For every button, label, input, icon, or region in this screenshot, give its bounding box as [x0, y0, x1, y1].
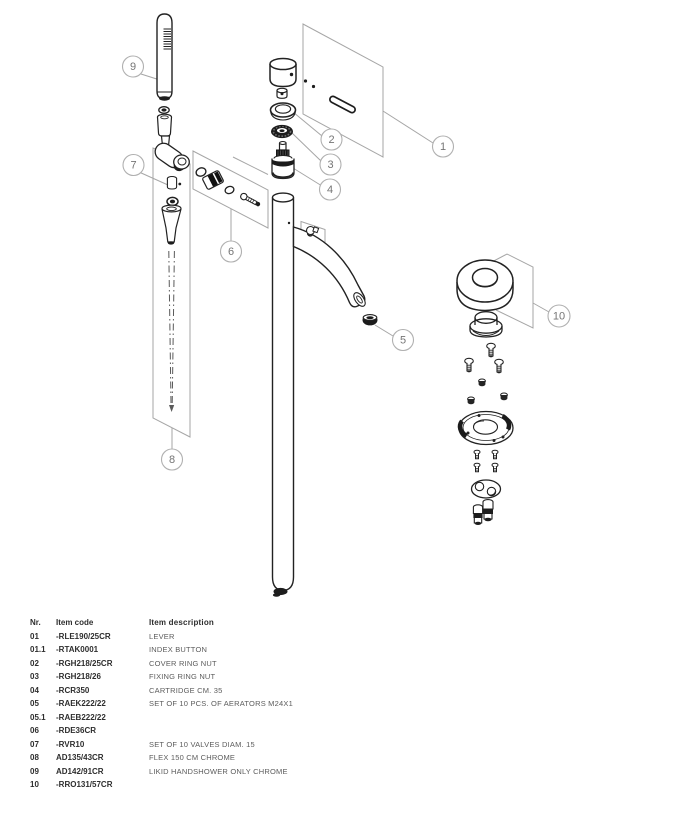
- shower-bracket: [152, 140, 189, 171]
- cell-desc: [149, 711, 360, 725]
- inlet-connectors: [473, 500, 493, 525]
- callout-8-number: 8: [168, 454, 176, 466]
- cell-nr: 10: [30, 780, 39, 789]
- lever-cap: [270, 59, 296, 87]
- cell-nr: 02: [30, 658, 39, 668]
- cartridge: [272, 142, 294, 179]
- reference-panels: [153, 24, 533, 437]
- base-bushing: [470, 312, 502, 337]
- parts-table: [30, 616, 360, 792]
- callout-10-number: 10: [552, 310, 566, 323]
- aerator: [363, 315, 378, 326]
- cell-code: -RRO131/57CR: [56, 780, 113, 789]
- riser-column: [273, 193, 294, 597]
- cell-nr: 06: [30, 726, 39, 735]
- cell-nr: 03: [30, 672, 39, 681]
- set-screw: [307, 227, 319, 237]
- cell-nr: 05.1: [30, 712, 46, 722]
- callout-9: [123, 56, 144, 77]
- cell-code: -RLE190/25CR: [56, 631, 111, 641]
- table-header-row: [30, 616, 360, 630]
- callout-9-number: 9: [129, 61, 137, 73]
- header-desc: Item description: [149, 618, 214, 627]
- callout-4-number: 4: [326, 184, 334, 196]
- table-row: [30, 724, 360, 738]
- cell-desc: [149, 778, 360, 792]
- table-row: [30, 697, 360, 711]
- table-row: [30, 630, 360, 644]
- header-code: Item code: [56, 618, 94, 627]
- fixing-ring-nut: [271, 125, 293, 138]
- callout-10: [548, 305, 570, 327]
- cell-code: -RCR350: [56, 685, 90, 695]
- cell-code: -RAEK222/22: [56, 699, 106, 708]
- cell-desc: FIXING RING NUT: [149, 672, 216, 681]
- cell-desc: COVER RING NUT: [149, 658, 217, 668]
- table-row: [30, 738, 360, 752]
- callout-4: [320, 179, 341, 200]
- o-ring: [167, 197, 178, 205]
- table-row: [30, 657, 360, 671]
- hose-cone: [162, 205, 181, 244]
- base-gasket: [472, 480, 501, 498]
- flex-hose-line: [169, 251, 175, 412]
- callout-5: [393, 330, 414, 351]
- cell-nr: 05: [30, 699, 39, 708]
- cell-desc: CARTRIDGE CM. 35: [149, 685, 223, 695]
- cell-desc: FLEX 150 CM CHROME: [149, 753, 236, 762]
- cell-code: AD142/91CR: [56, 766, 104, 776]
- handshower: [157, 14, 172, 101]
- table-row: [30, 778, 360, 792]
- cell-code: -RVR10: [56, 739, 85, 749]
- cell-nr: 07: [30, 739, 39, 749]
- floor-cover-plate: [457, 260, 513, 311]
- table-row: [30, 765, 360, 779]
- cell-desc: LIKID HANDSHOWER ONLY CHROME: [149, 766, 288, 776]
- callout-6-number: 6: [227, 246, 235, 258]
- cell-desc: LEVER: [149, 631, 175, 641]
- callout-7-number: 7: [130, 159, 137, 172]
- cell-nr: 08: [30, 753, 39, 762]
- cell-nr: 04: [30, 685, 39, 695]
- cell-nr: 01.1: [30, 645, 46, 654]
- table-row: [30, 751, 360, 765]
- table-row: [30, 684, 360, 698]
- bracket-clip: [167, 177, 181, 190]
- aerator-set: [195, 167, 261, 208]
- base-flange: [459, 412, 513, 445]
- callout-6: [221, 241, 242, 262]
- callout-8: [162, 449, 183, 470]
- panel-flex-hose: [153, 148, 190, 437]
- base-bolts: [474, 450, 498, 472]
- callout-1-number: 1: [439, 141, 447, 153]
- callout-2: [321, 129, 342, 150]
- cell-code: -RAEB222/22: [56, 712, 106, 722]
- callout-3: [320, 154, 341, 175]
- spout: [294, 227, 368, 308]
- cell-desc: [149, 724, 360, 738]
- cell-code: AD135/43CR: [56, 753, 104, 762]
- callout-5-number: 5: [399, 334, 407, 347]
- lever-rod: [304, 79, 352, 109]
- header-nr: Nr.: [30, 618, 41, 627]
- callout-2-number: 2: [328, 134, 335, 146]
- cell-nr: 01: [30, 631, 39, 641]
- cell-desc: INDEX BUTTON: [149, 645, 208, 654]
- table-row: [30, 711, 360, 725]
- callout-1: [433, 136, 454, 157]
- cell-nr: 09: [30, 766, 39, 776]
- cell-code: -RDE36CR: [56, 726, 97, 735]
- cell-desc: SET OF 10 PCS. OF AERATORS M24X1: [149, 699, 293, 708]
- callout-7: [123, 155, 144, 176]
- callout-3-number: 3: [327, 159, 334, 171]
- table-row: [30, 670, 360, 684]
- table-row: [30, 643, 360, 657]
- cell-code: -RGH218/26: [56, 672, 101, 681]
- fixing-screws: [465, 343, 508, 404]
- screw: [240, 192, 262, 208]
- shower-holder: [158, 107, 172, 149]
- cover-ring-nut: [271, 103, 296, 120]
- cell-code: -RGH218/25CR: [56, 658, 113, 668]
- cell-code: -RTAK0001: [56, 645, 99, 654]
- index-button: [277, 88, 287, 98]
- panel-lever: [303, 24, 383, 157]
- cell-desc: SET OF 10 VALVES DIAM. 15: [149, 739, 255, 749]
